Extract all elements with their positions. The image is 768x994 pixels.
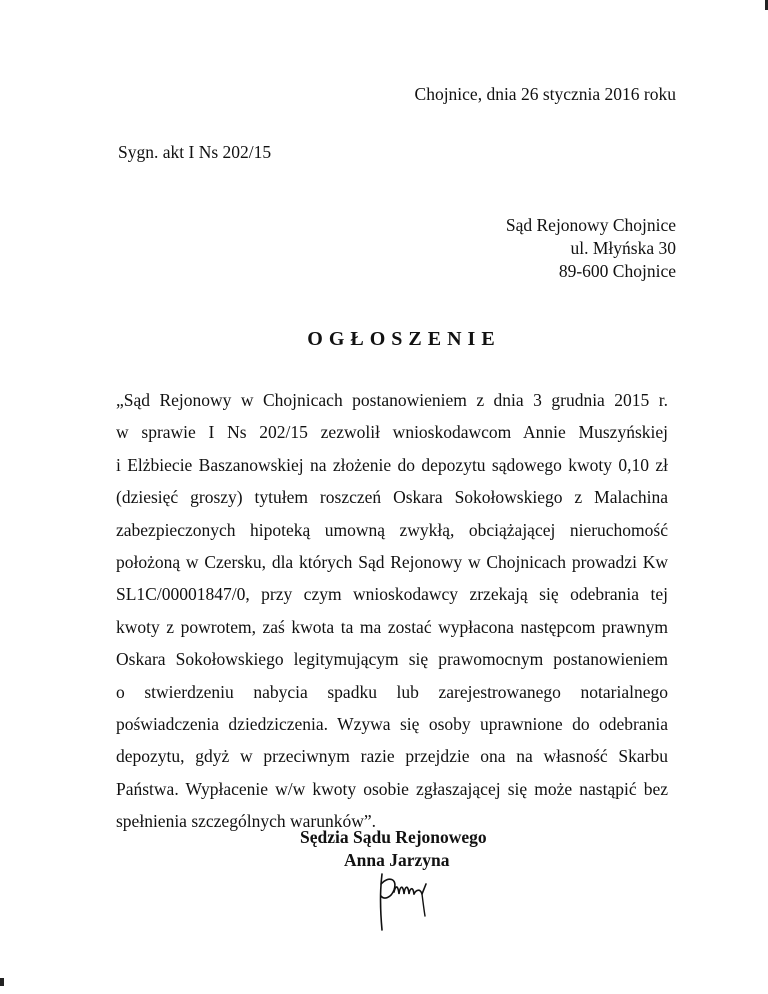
body-line: SL1C/00001847/0, przy czym wnioskodawcy zrzekają się odebrania tej xyxy=(116,584,668,605)
body-line: poświadczenia dziedziczenia. Wzywa się osoby uprawnione do odebrania xyxy=(116,713,668,734)
body-line-last: spełnienia szczególnych warunków”. xyxy=(116,811,376,832)
announcement-title: OGŁOSZENIE xyxy=(307,328,501,350)
court-name: Sąd Rejonowy Chojnice xyxy=(505,215,676,235)
case-reference: Sygn. akt I Ns 202/15 xyxy=(118,142,272,162)
judge-position: Sędzia Sądu Rejonowego xyxy=(300,827,487,847)
body-line: Oskara Sokołowskiego legitymującym się prawomocnym postanowieniem xyxy=(116,649,668,670)
body-line: (dziesięć groszy) tytułem roszczeń Oskara Sokołowskiego z Malachina xyxy=(116,487,668,508)
place-date: Chojnice, dnia 26 stycznia 2016 roku xyxy=(414,84,676,104)
body-line: położoną w Czersku, dla których Sąd Rejonowy w Chojnicach prowadzi Kw xyxy=(116,551,668,572)
body-line: zabezpieczonych hipoteką umowną zwykłą, obciążającej nieruchomość xyxy=(116,519,668,540)
court-address xyxy=(506,214,676,283)
body-line: Państwa. Wypłacenie w/w kwoty osobie zgłaszającej się może nastąpić bez xyxy=(116,778,668,799)
judge-name: Anna Jarzyna xyxy=(344,850,450,870)
body-line: w sprawie I Ns 202/15 zezwolił wnioskodawcom Annie Muszyńskiej xyxy=(116,422,668,443)
announcement-body xyxy=(116,384,668,837)
body-line: i Elżbiecie Baszanowskiej na złożenie do depozytu sądowego kwoty 0,10 zł xyxy=(116,454,668,475)
body-line: o stwierdzeniu nabycia spadku lub zarejestrowanego notarialnego xyxy=(116,681,668,702)
body-line: „Sąd Rejonowy w Chojnicach postanowieniem z dnia 3 grudnia 2015 r. xyxy=(116,390,668,410)
body-line: kwoty z powrotem, zaś kwota ta ma zostać wypłacona następcom prawnym xyxy=(116,616,668,637)
body-line: depozytu, gdyż w przeciwnym razie przejdzie ona na własność Skarbu xyxy=(116,746,668,767)
court-postal-city: 89-600 Chojnice xyxy=(558,261,676,281)
handwritten-signature xyxy=(368,872,440,932)
signature-block xyxy=(300,826,520,872)
scan-edge-mark-bottom xyxy=(0,978,4,986)
court-street: ul. Młyńska 30 xyxy=(570,238,676,258)
